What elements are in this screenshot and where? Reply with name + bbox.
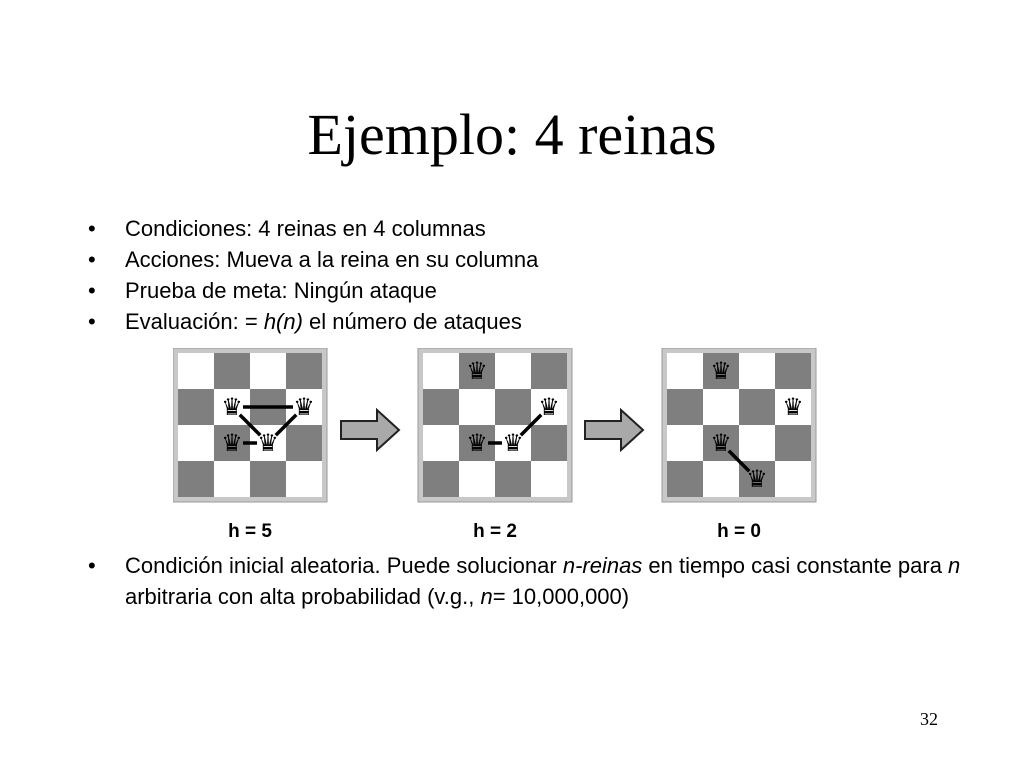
bullet-text-part: = 10,000,000) <box>492 584 630 609</box>
board-square <box>178 353 214 389</box>
board-square <box>775 425 811 461</box>
heuristic-label: h = 2 <box>473 521 517 542</box>
bullet-text-part: Condición inicial aleatoria. Puede solucionar <box>125 553 563 578</box>
bullet-dot: • <box>88 247 96 272</box>
bullet-text-suffix: el número de ataques <box>302 309 522 334</box>
bullet-item <box>88 213 988 244</box>
board-square <box>667 389 703 425</box>
board-square <box>214 461 250 497</box>
board-square <box>423 389 459 425</box>
queen-icon: ♛ <box>710 357 732 385</box>
bullet-text-italic: n <box>480 584 493 609</box>
bullet-item <box>88 244 988 275</box>
bullet-text-part: en tiempo casi constante para <box>642 553 949 578</box>
board-square <box>459 461 495 497</box>
board-square <box>667 353 703 389</box>
bullet-text-prefix: Evaluación: = <box>125 309 264 334</box>
heuristic-label: h = 5 <box>228 521 272 542</box>
board-square <box>286 461 322 497</box>
board-square <box>703 389 739 425</box>
bullet-list <box>88 213 988 337</box>
queen-icon: ♛ <box>746 465 768 493</box>
bullet-text-italic: n <box>948 553 961 578</box>
queen-icon: ♛ <box>466 429 488 457</box>
bullet-text-italic: h(n) <box>263 309 303 334</box>
queen-icon: ♛ <box>293 393 315 421</box>
right-arrow-icon <box>341 410 399 450</box>
bullet-list-bottom <box>88 550 988 612</box>
board-square <box>178 425 214 461</box>
board-square <box>286 353 322 389</box>
board-square <box>250 353 286 389</box>
queen-icon: ♛ <box>538 393 560 421</box>
board-square <box>775 353 811 389</box>
four-queens-figure <box>173 348 823 543</box>
queen-icon: ♛ <box>710 429 732 457</box>
bullet-dot: • <box>88 278 96 303</box>
board-square <box>667 425 703 461</box>
right-arrow-icon <box>585 410 643 450</box>
queen-icon: ♛ <box>221 393 243 421</box>
queen-icon: ♛ <box>466 357 488 385</box>
board-square <box>178 389 214 425</box>
board-square <box>459 389 495 425</box>
board-square <box>703 461 739 497</box>
bullet-dot: • <box>88 553 96 578</box>
board-square <box>495 461 531 497</box>
queen-icon: ♛ <box>257 429 279 457</box>
bullet-text: Acciones: Mueva a la reina en su columna <box>125 247 539 272</box>
board-square <box>739 389 775 425</box>
board-square <box>531 461 567 497</box>
bullet-text-part: arbitraria con alta probabilidad (v.g., <box>125 584 481 609</box>
queen-icon: ♛ <box>782 393 804 421</box>
bullet-item <box>88 306 988 337</box>
board-square <box>214 353 250 389</box>
slide-title: Ejemplo: 4 reinas <box>307 102 717 167</box>
board-square <box>423 353 459 389</box>
bullet-text: Condiciones: 4 reinas en 4 columnas <box>125 216 486 241</box>
bullet-item <box>88 275 988 306</box>
board-square <box>775 461 811 497</box>
board-square <box>739 425 775 461</box>
page-number: 32 <box>920 709 938 729</box>
board-square <box>286 425 322 461</box>
board-square <box>531 353 567 389</box>
bullet-text-italic: n-reinas <box>562 553 643 578</box>
bullet-item <box>88 550 988 612</box>
bullet-dot: • <box>88 309 96 334</box>
board-square <box>739 353 775 389</box>
bullet-text: Prueba de meta: Ningún ataque <box>125 278 437 303</box>
queen-icon: ♛ <box>502 429 524 457</box>
board-square <box>178 461 214 497</box>
queen-icon: ♛ <box>221 429 243 457</box>
board-square <box>250 461 286 497</box>
board-square <box>667 461 703 497</box>
board-square <box>531 425 567 461</box>
heuristic-label: h = 0 <box>717 521 761 542</box>
board-square <box>495 389 531 425</box>
board-square <box>423 425 459 461</box>
board-square <box>495 353 531 389</box>
bullet-dot: • <box>88 216 96 241</box>
board-square <box>423 461 459 497</box>
